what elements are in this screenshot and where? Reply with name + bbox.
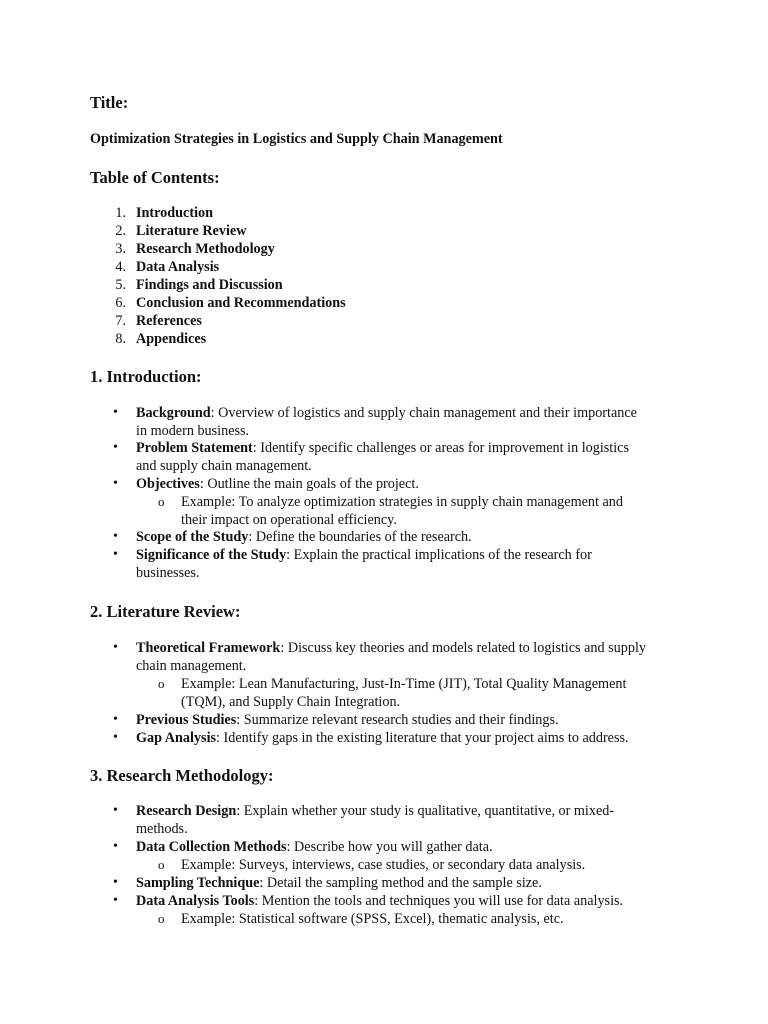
bullet-icon: • <box>113 875 118 890</box>
sub-bullet-line-cont: their impact on operational efficiency. <box>181 512 397 528</box>
sub-bullet-icon: o <box>158 911 165 926</box>
toc-item-appendices: Appendices <box>136 331 207 347</box>
bullet-icon: • <box>113 893 118 908</box>
toc-number: 1. <box>115 205 126 221</box>
toc-item-data-analysis: Data Analysis <box>136 259 220 275</box>
section-heading-introduction: 1. Introduction: <box>90 367 202 386</box>
title-heading: Title: <box>90 93 129 112</box>
bullet-line-cont: in modern business. <box>136 423 250 439</box>
bullet-icon: • <box>113 440 118 455</box>
bullet-line: Problem Statement: Identify specific challenges or areas for improvement in logistics <box>136 440 630 456</box>
sub-bullet-icon: o <box>158 857 165 872</box>
bullet-icon: • <box>113 476 118 491</box>
bullet-line: Gap Analysis: Identify gaps in the existing literature that your project aims to address. <box>136 730 629 746</box>
bullet-line: Background: Overview of logistics and supply chain management and their importance <box>136 405 637 421</box>
sub-bullet-icon: o <box>158 676 165 691</box>
bullet-line: Sampling Technique: Detail the sampling method and the sample size. <box>136 875 542 891</box>
toc-number: 3. <box>115 241 126 257</box>
toc-item-literature-review: Literature Review <box>136 223 247 239</box>
document-title: Optimization Strategies in Logistics and Supply Chain Management <box>90 131 503 147</box>
bullet-line-cont: and supply chain management. <box>136 458 312 474</box>
sub-bullet-line: Example: To analyze optimization strategies in supply chain management and <box>181 494 623 510</box>
bullet-line: Objectives: Outline the main goals of the project. <box>136 476 419 492</box>
toc-number: 8. <box>115 331 126 347</box>
sub-bullet-line: Example: Surveys, interviews, case studies, or secondary data analysis. <box>181 857 586 873</box>
bullet-line: Scope of the Study: Define the boundaries of the research. <box>136 529 472 545</box>
bullet-line: Significance of the Study: Explain the practical implications of the research for <box>136 547 592 563</box>
bullet-line: Theoretical Framework: Discuss key theories and models related to logistics and supply <box>136 640 646 656</box>
bullet-line-cont: chain management. <box>136 658 247 674</box>
bullet-icon: • <box>113 803 118 818</box>
bullet-icon: • <box>113 547 118 562</box>
toc-number: 6. <box>115 295 126 311</box>
toc-number: 4. <box>115 259 126 275</box>
bullet-icon: • <box>113 529 118 544</box>
sub-bullet-icon: o <box>158 494 165 509</box>
section-heading-research-methodology: 3. Research Methodology: <box>90 766 274 785</box>
toc-item-introduction: Introduction <box>136 205 213 221</box>
toc-heading: Table of Contents: <box>90 168 220 187</box>
bullet-line: Data Collection Methods: Describe how you will gather data. <box>136 839 493 855</box>
bullet-icon: • <box>113 839 118 854</box>
bullet-icon: • <box>113 640 118 655</box>
bullet-icon: • <box>113 712 118 727</box>
bullet-line-cont: methods. <box>136 821 188 837</box>
toc-item-references: References <box>136 313 202 329</box>
toc-number: 5. <box>115 277 126 293</box>
toc-number: 2. <box>115 223 126 239</box>
sub-bullet-line-cont: (TQM), and Supply Chain Integration. <box>181 694 401 710</box>
sub-bullet-line: Example: Lean Manufacturing, Just-In-Time (JIT), Total Quality Management <box>181 676 627 692</box>
sub-bullet-line: Example: Statistical software (SPSS, Excel), thematic analysis, etc. <box>181 911 564 927</box>
bullet-line: Data Analysis Tools: Mention the tools and techniques you will use for data analysis. <box>136 893 624 909</box>
bullet-line-cont: businesses. <box>136 565 200 581</box>
toc-item-research-methodology: Research Methodology <box>136 241 275 257</box>
section-heading-literature-review: 2. Literature Review: <box>90 602 241 621</box>
bullet-line: Previous Studies: Summarize relevant research studies and their findings. <box>136 712 559 728</box>
bullet-icon: • <box>113 730 118 745</box>
toc-item-conclusion: Conclusion and Recommendations <box>136 295 346 311</box>
toc-item-findings: Findings and Discussion <box>136 277 283 293</box>
toc-number: 7. <box>115 313 126 329</box>
bullet-line: Research Design: Explain whether your study is qualitative, quantitative, or mixed- <box>136 803 615 819</box>
bullet-icon: • <box>113 405 118 420</box>
